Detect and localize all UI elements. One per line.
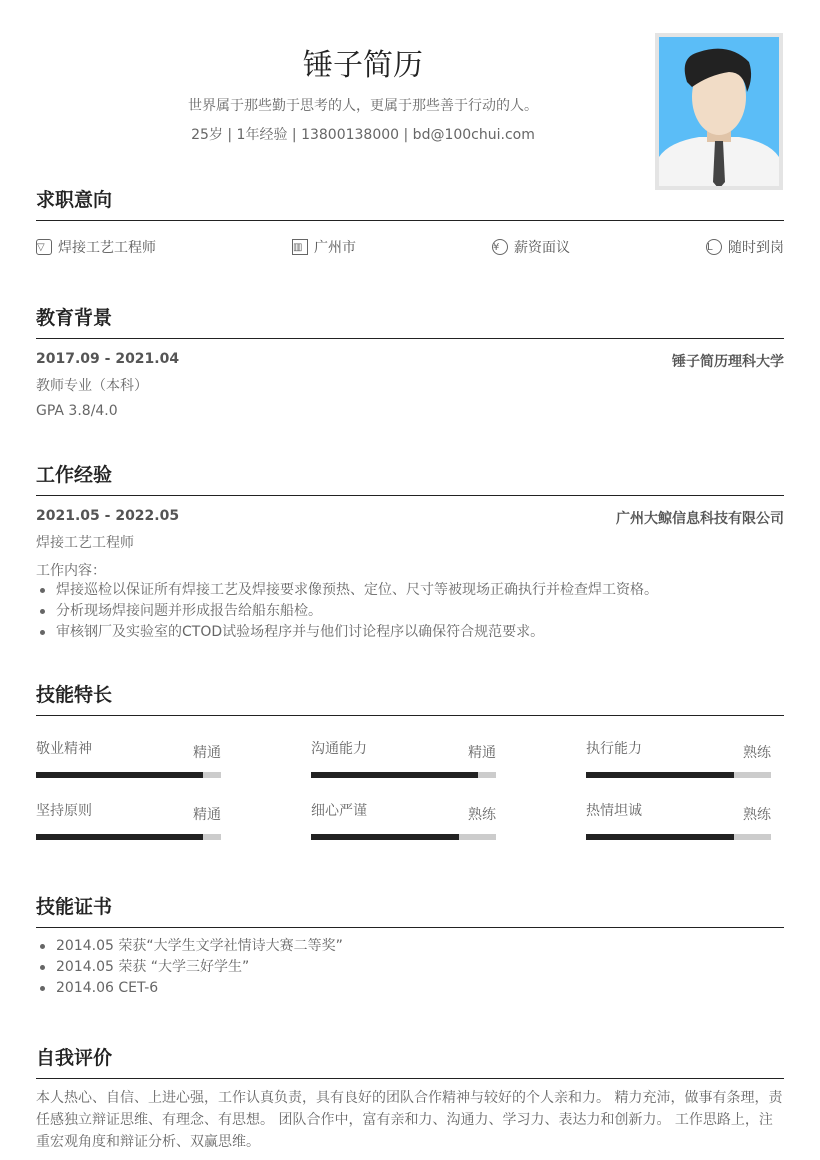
building-icon: ▥ [292,239,308,255]
skill-bar [36,834,221,840]
work-date: 2021.05 - 2022.05 [36,508,180,524]
skill-item [586,738,771,778]
section-title: 教育背景 [36,303,784,339]
intent-salary: ¥ 薪资面议 [493,240,570,256]
skill-name: 热情坦诚 [586,803,642,819]
work-label: 工作内容： [36,563,106,579]
list-item: 2014.05 荣获“大学生文学社情诗大赛二等奖” [36,936,784,957]
self-evaluation-section [36,1043,784,1153]
skill-level: 熟练 [743,745,771,761]
skill-item [36,738,221,778]
skill-item [311,800,496,840]
skill-bar [586,834,771,840]
contact-info: 25岁 | 1年经验 | 13800138000 | bd@100chui.com [191,127,535,143]
skill-level: 精通 [468,745,496,761]
section-title: 技能特长 [36,680,784,716]
avatar [655,33,783,190]
skill-name: 敬业精神 [36,741,92,757]
intent-availability: L 随时到岗 [707,240,784,256]
edu-gpa: GPA 3.8/4.0 [36,403,118,419]
section-title: 求职意向 [36,185,784,221]
skill-bar-fill [586,834,734,840]
list-item: 审核钢厂及实验室的CTOD试验场程序并与他们讨论程序以确保符合规范要求。 [36,622,784,643]
intent-position: ▽ 焊接工艺工程师 [37,240,156,256]
list-item: 2014.05 荣获 “大学三好学生” [36,957,784,978]
skill-name: 沟通能力 [311,741,367,757]
skill-bar [586,772,771,778]
list-item: 2014.06 CET-6 [36,978,784,999]
skill-bar [311,834,496,840]
skill-name: 细心严谨 [311,803,367,819]
work-section [36,460,784,643]
skill-bar-fill [311,834,459,840]
section-title: 自我评价 [36,1043,784,1079]
list-item: 焊接巡检以保证所有焊接工艺及焊接要求像预热、定位、尺寸等被现场正确执行并检查焊工资格。 [36,580,784,601]
list-item: 分析现场焊接问题并形成报告给船东船检。 [36,601,784,622]
skill-bar-fill [36,772,203,778]
motto: 世界属于那些勤于思考的人，更属于那些善于行动的人。 [188,98,538,114]
skill-item [586,800,771,840]
work-position: 焊接工艺工程师 [36,535,134,551]
skill-level: 精通 [193,745,221,761]
skill-name: 执行能力 [586,741,642,757]
skills-section [36,680,784,840]
resume-title: 锤子简历 [303,48,423,83]
skill-bar-fill [36,834,203,840]
skill-level: 熟练 [743,807,771,823]
skill-level: 熟练 [468,807,496,823]
section-title: 技能证书 [36,892,784,928]
job-intent-section [36,185,784,257]
skill-bar [311,772,496,778]
edu-major: 教师专业（本科） [36,378,148,394]
section-title: 工作经验 [36,460,784,496]
skill-item [36,800,221,840]
tie-icon: ▽ [36,239,52,255]
avatar-illustration [659,37,779,186]
skill-bar-fill [311,772,478,778]
yen-icon: ¥ [492,239,508,255]
clock-icon: L [706,239,722,255]
edu-school: 锤子简历理科大学 [672,354,784,370]
intent-city: ▥ 广州市 [293,240,356,256]
skill-item [311,738,496,778]
skill-bar-fill [586,772,734,778]
skill-name: 坚持原则 [36,803,92,819]
certificates-section [36,892,784,999]
education-section [36,303,784,419]
work-company: 广州大鲸信息科技有限公司 [616,511,784,527]
edu-date: 2017.09 - 2021.04 [36,351,180,367]
skill-level: 精通 [193,807,221,823]
skill-bar [36,772,221,778]
self-evaluation-text: 本人热心、自信、上进心强，工作认真负责，具有良好的团队合作精神与较好的个人亲和力。 精力充沛，做事有条理，责任感独立辩证思维、有理念、有思想。 团队合作中，富有亲和力、沟通力、学习力、表达力和创新力。 工作思路上，注重宏观角度和辩证分析、双赢思维。 [36,1090,783,1150]
